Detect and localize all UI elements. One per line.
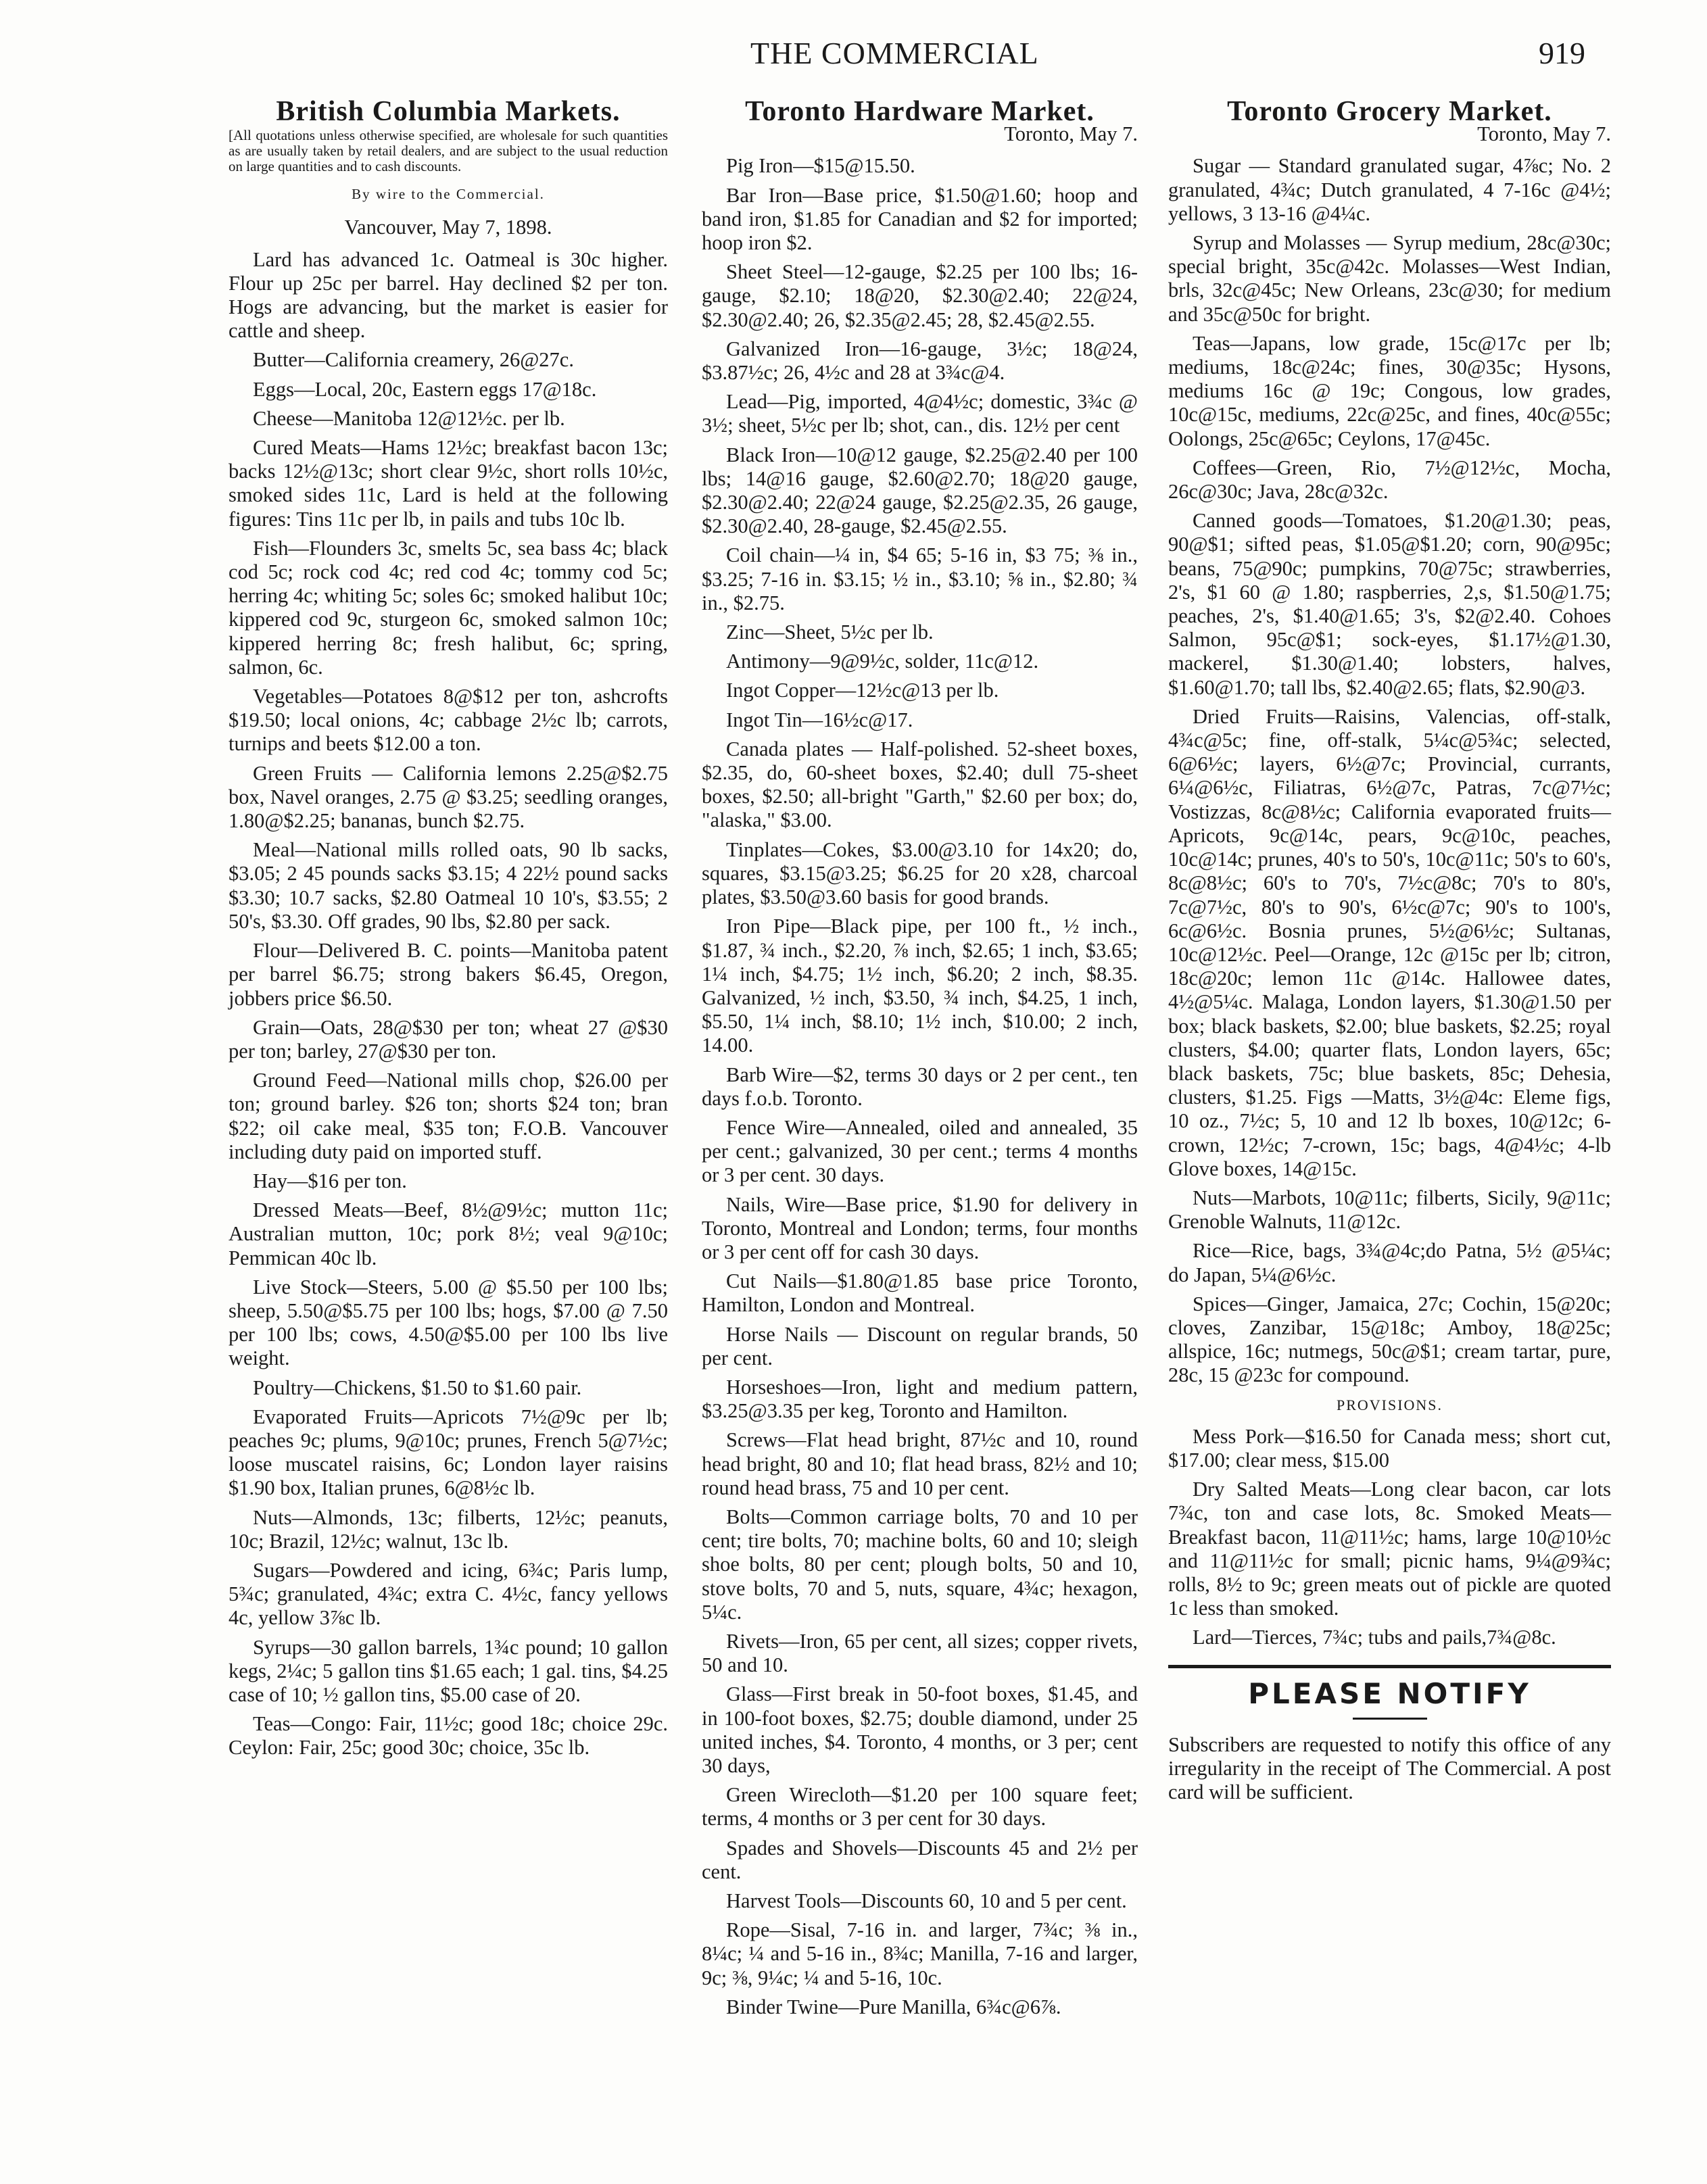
dateline: Vancouver, May 7, 1898. — [344, 216, 552, 239]
provisions-heading: PROVISIONS. — [1336, 1396, 1443, 1413]
market-paragraph: Syrups—30 gallon barrels, 1¾c pound; 10 gallon kegs, 2¼c; 5 gallon tins $1.65 each; 1 gal. tins, $4.25 case of 10; ½ gallon tins, $5.00 case of 20. — [229, 1635, 668, 1706]
market-paragraphs — [229, 248, 668, 1760]
running-title: THE COMMERCIAL — [750, 36, 1039, 70]
market-paragraph: Sugars—Powdered and icing, 6¾c; Paris lump, 5¾c; granulated, 4¾c; extra C. 4½c, fancy yellows 4c, yellow 3⅞c lb. — [229, 1558, 668, 1630]
market-paragraph: Barb Wire—$2, terms 30 days or 2 per cent., ten days f.o.b. Toronto. — [702, 1063, 1138, 1110]
market-paragraph: Green Fruits — California lemons 2.25@$2.75 box, Navel oranges, 2.75 @ $3.25; seedling oranges, 1.80@$2.25; bananas, bunch $2.75. — [229, 761, 668, 833]
market-paragraph: Rice—Rice, bags, 3¾@4c;do Patna, 5½ @5¼c; do Japan, 5¼@6½c. — [1168, 1239, 1611, 1286]
market-paragraph: Poultry—Chickens, $1.50 to $1.60 pair. — [253, 1376, 582, 1399]
market-paragraphs — [1168, 154, 1611, 1387]
byline: By wire to the Commercial. — [352, 186, 545, 203]
market-paragraph: Evaporated Fruits—Apricots 7½@9c per lb; peaches 9c; plums, 9@10c; prunes, French 5@7½c; loose muscatel raisins, 6c; London layer raisins $1.90 box, Italian prunes, 6@8½c lb. — [229, 1405, 668, 1500]
market-paragraph: Bolts—Common carriage bolts, 70 and 10 per cent; tire bolts, 70; machine bolts, 60 and 10; sleigh shoe bolts, 80 per cent; plough bolts, 50 and 10, stove bolts, 70 and 5, nuts, square, 4¾c; hexagon, 5¼c. — [702, 1505, 1138, 1624]
market-paragraph: Dried Fruits—Raisins, Valencias, off-stalk, 4¾c@5c; fine, off-stalk, 5¼c@5¾c; selected, 6@6½c; layers, 6½@7c; Provincial, currants, 6¼@6½c, Filiatras, 6½@7c, Patras, 7c@7½c; Vostizzas, 8c@8½c; California evaporated fruits—Apricots, 9c@14c, pears, 9c@10c, peaches, 10c@14c; prunes, 40's to 50's, 10c@11c; 50's to 60's, 8c@8½c; 60's to 70's, 7½c@8c; 70's to 80's, 7c@7½c, 80's to 90's, 6½c@7c; 90's to 100's, 6c@6½c. Bosnia prunes, 5½@6½c; Sultanas, 10c@12½c. Peel—Orange, 12c @15c per lb; citron, 18c@20c; lemon 11c @14c. Hallowee dates, 4½@5¼c. Malaga, London layers, $1.30@1.50 per box; black baskets, $2.00; blue baskets, $2.25; royal clusters, $4.00; quarter flats, London layers, 65c; black baskets, 75c; blue baskets, 85c; Dehesia, clusters, $1.25. Figs —Matts, 3½@4c: Eleme figs, 10 oz., 7½c; 5, 10 and 12 lb boxes, 10@12c; 6-crown, 12½c; 7-crown, 15c; bags, 4@4½c; 4-lb Glove boxes, 14@15c. — [1168, 704, 1611, 1180]
market-paragraph: Antimony—9@9½c, solder, 11c@12. — [726, 650, 1039, 673]
market-paragraph: Canned goods—Tomatoes, $1.20@1.30; peas, 90@$1; sifted peas, $1.05@$1.20; corn, 90@95c; beans, 75@90c; pumpkins, 70@75c; strawberries, 2's, $1 60 @ 1.80; raspberries, 2,s, $1.50@1.75; peaches, 2's, $1.40@1.65; 3's, $2@2.40. Cohoes Salmon, 95c@$1; sock-eyes, $1.17½@1.30, mackerel, $1.30@1.40; lobsters, halves, $1.60@1.70; tall lbs, $2.40@2.65; flats, $2.90@3. — [1168, 509, 1611, 699]
market-paragraph: Zinc—Sheet, 5½c per lb. — [726, 621, 934, 644]
market-paragraph: Syrup and Molasses — Syrup medium, 28c@30c; special bright, 35c@42c. Molasses—West Indian, brls, 32c@45c; New Orleans, 23c@30; for medium and 35c@50c for bright. — [1168, 231, 1611, 326]
market-paragraph: Teas—Congo: Fair, 11½c; good 18c; choice 29c. Ceylon: Fair, 25c; good 30c; choice, 35c lb. — [229, 1712, 668, 1760]
page-header — [0, 35, 1707, 76]
dateline: Toronto, May 7. — [1477, 122, 1611, 146]
market-paragraph: Fish—Flounders 3c, smelts 5c, sea bass 4c; black cod 5c; rock cod 4c; red cod 4c; tommy cod 5c; herring 4c; whiting 5c; soles 6c; smoked halibut 10c; kippered cod 9c, sturgeon 6c, smoked salmon 10c; kippered herring 8c; fresh halibut, 6c; spring, salmon, 6c. — [229, 536, 668, 679]
divider — [1168, 1665, 1611, 1668]
market-paragraph: Binder Twine—Pure Manilla, 6¾c@6⅞. — [726, 1995, 1061, 2018]
market-paragraph: Spices—Ginger, Jamaica, 27c; Cochin, 15@20c; cloves, Zanzibar, 15@18c; Amboy, 18@25c; allspice, 16c; nutmegs, 50c@$1; cream tartar, pure, 28c, 15 @23c for compound. — [1168, 1292, 1611, 1387]
market-paragraph: Lead—Pig, imported, 4@4½c; domestic, 3¾c @ 3½; sheet, 5½c per lb; shot, can., dis. 12½ per cent — [702, 390, 1138, 437]
market-paragraph: Vegetables—Potatoes 8@$12 per ton, ashcrofts $19.50; local onions, 4c; cabbage 2½c lb; carrots, turnips and beets $12.00 a ton. — [229, 685, 668, 756]
market-paragraph: Coil chain—¼ in, $4 65; 5-16 in, $3 75; ⅜ in., $3.25; 7-16 in. $3.15; ½ in., $3.10; ⅝ in., $2.80; ¾ in., $2.75. — [702, 543, 1138, 614]
market-paragraph: Cut Nails—$1.80@1.85 base price Toronto, Hamilton, London and Montreal. — [702, 1269, 1138, 1317]
market-paragraphs — [702, 154, 1138, 2019]
dateline: Toronto, May 7. — [1004, 122, 1138, 146]
short-divider — [1353, 1718, 1427, 1720]
section-title: Toronto Hardware Market. — [745, 96, 1095, 127]
column-toronto-hardware-market — [702, 96, 1138, 2024]
market-paragraph: Butter—California creamery, 26@27c. — [253, 348, 574, 372]
market-paragraph: Ground Feed—National mills chop, $26.00 per ton; ground barley. $26 ton; shorts $24 ton; bran $22; oil cake meal, $35 ton; F.O.B. Vancouver including duty paid on imported stuff. — [229, 1069, 668, 1163]
notify-text: Subscribers are requested to notify this office of any irregularity in the receipt of The Commercial. A post card will be sufficient. — [1168, 1732, 1611, 1804]
market-paragraph: Spades and Shovels—Discounts 45 and 2½ per cent. — [702, 1836, 1138, 1883]
section-title: British Columbia Markets. — [276, 96, 621, 127]
market-paragraph: Black Iron—10@12 gauge, $2.25@2.40 per 100 lbs; 14@16 gauge, $2.60@2.70; 18@20 gauge, $2.30@2.40; 22@24 gauge, $2.25@2.35, 26 gauge, $2.30@2.40, 28-gauge, $2.45@2.55. — [702, 443, 1138, 538]
market-paragraph: Teas—Japans, low grade, 15c@17c per lb; mediums, 18c@24c; fines, 30@35c; Hysons, mediums 16c @ 19c; Congous, low grades, 10c@15c, mediums, 22c@25c, and fines, 40c@55c; Oolongs, 25c@65c; Ceylons, 17@45c. — [1168, 331, 1611, 450]
market-paragraph: Nails, Wire—Base price, $1.90 for delivery in Toronto, Montreal and London; terms, four months or 3 per cent off for cash 30 days. — [702, 1192, 1138, 1263]
market-paragraph: Harvest Tools—Discounts 60, 10 and 5 per cent. — [726, 1889, 1127, 1913]
provisions-paragraphs — [1168, 1425, 1611, 1650]
market-paragraph: Screws—Flat head bright, 87½c and 10, round head bright, 80 and 10; flat head brass, 82½ and 10; round head brass, 75 and 10 per cent. — [702, 1428, 1138, 1499]
market-paragraph: Fence Wire—Annealed, oiled and annealed, 35 per cent.; galvanized, 30 per cent.; terms 4 months or 3 per cent. 30 days. — [702, 1115, 1138, 1187]
market-paragraph: Cured Meats—Hams 12½c; breakfast bacon 13c; backs 12½@13c; short clear 9½c, short rolls 10½c, smoked sides 11c, Lard is held at the following figures: Tins 11c per lb, in pails and tubs 10c lb. — [229, 436, 668, 531]
notify-title: PLEASE NOTIFY — [1248, 1676, 1531, 1710]
market-paragraph: Lard—Tierces, 7¾c; tubs and pails,7¾@8c. — [1193, 1626, 1556, 1649]
page-number: 919 — [1539, 36, 1585, 70]
market-paragraph: Coffees—Green, Rio, 7½@12½c, Mocha, 26c@30c; Java, 28c@32c. — [1168, 456, 1611, 504]
market-paragraph: Live Stock—Steers, 5.00 @ $5.50 per 100 lbs; sheep, 5.50@$5.75 per 100 lbs; hogs, $7.00 @ 7.50 per 100 lbs; cows, 4.50@$5.00 per 100 lbs live weight. — [229, 1275, 668, 1370]
market-paragraph: Pig Iron—$15@15.50. — [726, 154, 915, 178]
market-paragraph: Canada plates — Half-polished. 52-sheet boxes, $2.35, do, 60-sheet boxes, $2.40; dull 75-sheet boxes, $2.50; all-bright "Garth," $2.60 per box; do, "alaska," $3.00. — [702, 737, 1138, 832]
market-paragraph: Grain—Oats, 28@$30 per ton; wheat 27 @$30 per ton; barley, 27@$30 per ton. — [229, 1015, 668, 1063]
market-paragraph: Ingot Tin—16½c@17. — [726, 708, 913, 731]
market-paragraph: Ingot Copper—12½c@13 per lb. — [726, 679, 999, 702]
market-paragraph: Mess Pork—$16.50 for Canada mess; short cut, $17.00; clear mess, $15.00 — [1168, 1424, 1611, 1472]
quotations-notice: [All quotations unless otherwise specified, are wholesale for such quantities as are usually taken by retail dealers, and are subject to the usual reduction on large quantities and to cash discounts. — [229, 127, 668, 175]
market-paragraph: Galvanized Iron—16-gauge, 3½c; 18@24, $3.87½c; 26, 4½c and 28 at 3¾c@4. — [702, 337, 1138, 385]
market-paragraph: Horseshoes—Iron, light and medium pattern, $3.25@3.35 per keg, Toronto and Hamilton. — [702, 1375, 1138, 1423]
market-paragraph: Sugar — Standard granulated sugar, 4⅞c; No. 2 granulated, 4¾c; Dutch granulated, 4 7-16c @4½; yellows, 3 13-16 @4¼c. — [1168, 154, 1611, 225]
market-paragraph: Rivets—Iron, 65 per cent, all sizes; copper rivets, 50 and 10. — [702, 1629, 1138, 1677]
market-paragraph: Bar Iron—Base price, $1.50@1.60; hoop and band iron, $1.85 for Canadian and $2 for imported; hoop iron $2. — [702, 183, 1138, 255]
column-toronto-grocery-market — [1168, 96, 1611, 1810]
section-title: Toronto Grocery Market. — [1227, 96, 1552, 127]
market-paragraph: Meal—National mills rolled oats, 90 lb sacks, $3.05; 2 45 pounds sacks $3.15; 4 22½ pound sacks $3.30; 10.7 sacks, $2.80 Oatmeal 10 10's, $3.55; 2 50's, $3.30. Off grades, 90 lbs, $2.80 per sack. — [229, 838, 668, 933]
market-paragraph: Dry Salted Meats—Long clear bacon, car lots 7¾c, ton and case lots, 8c. Smoked Meats—Breakfast bacon, 11@11½c; hams, large 10@10½c and 11@11½c for small; picnic hams, 9¼@9¾c; rolls, 8½ to 9c; green meats out of pickle are quoted 1c less than smoked. — [1168, 1478, 1611, 1620]
market-paragraph: Cheese—Manitoba 12@12½c. per lb. — [253, 406, 565, 430]
market-paragraph: Sheet Steel—12-gauge, $2.25 per 100 lbs; 16-gauge, $2.10; 18@20, $2.30@2.40; 22@24, $2.30@2.40; 26, $2.35@2.45; 28, $2.45@2.55. — [702, 260, 1138, 331]
column-british-columbia-markets — [229, 96, 668, 1766]
market-paragraph: Horse Nails — Discount on regular brands, 50 per cent. — [702, 1322, 1138, 1369]
market-paragraph: Green Wirecloth—$1.20 per 100 square feet; terms, 4 months or 3 per cent for 30 days. — [702, 1783, 1138, 1830]
market-paragraph: Glass—First break in 50-foot boxes, $1.45, and in 100-foot boxes, $2.75; double diamond, under 25 united inches, $4. Toronto, 4 months, or 3 per; cent 30 days, — [702, 1682, 1138, 1777]
market-paragraph: Iron Pipe—Black pipe, per 100 ft., ½ inch., $1.87, ¾ inch., $2.20, ⅞ inch, $2.65; 1 inch, $3.65; 1¼ inch, $4.75; 1½ inch, $6.20; 2 inch, $8.35. Galvanized, ½ inch, $3.50, ¾ inch, $4.25, 1 inch, $5.50, 1¼ inch, $8.10; 1½ inch, $10.00; 2 inch, 14.00. — [702, 915, 1138, 1057]
market-paragraph: Rope—Sisal, 7-16 in. and larger, 7¾c; ⅜ in., 8¼c; ¼ and 5-16 in., 8¾c; Manilla, 7-16 and larger, 9c; ⅜, 9¼c; ¼ and 5-16, 10c. — [702, 1918, 1138, 1989]
market-paragraph: Lard has advanced 1c. Oatmeal is 30c higher. Flour up 25c per barrel. Hay declined $2 per ton. Hogs are advancing, but the market is easier for cattle and sheep. — [229, 247, 668, 343]
market-paragraph: Flour—Delivered B. C. points—Manitoba patent per barrel $6.75; strong bakers $6.45, Oregon, jobbers price $6.50. — [229, 939, 668, 1010]
market-paragraph: Tinplates—Cokes, $3.00@3.10 for 14x20; do, squares, $3.15@3.25; $6.25 for 20 x28, charcoal plates, $3.50@3.60 basis for good brands. — [702, 838, 1138, 909]
market-paragraph: Eggs—Local, 20c, Eastern eggs 17@18c. — [253, 377, 597, 401]
market-paragraph: Dressed Meats—Beef, 8½@9½c; mutton 11c; Australian mutton, 10c; pork 8½; veal 9@10c; Pemmican 40c lb. — [229, 1198, 668, 1269]
market-paragraph: Nuts—Almonds, 13c; filberts, 12½c; peanuts, 10c; Brazil, 12½c; walnut, 13c lb. — [229, 1505, 668, 1553]
market-paragraph: Nuts—Marbots, 10@11c; filberts, Sicily, 9@11c; Grenoble Walnuts, 11@12c. — [1168, 1186, 1611, 1234]
market-paragraph: Hay—$16 per ton. — [253, 1169, 407, 1192]
